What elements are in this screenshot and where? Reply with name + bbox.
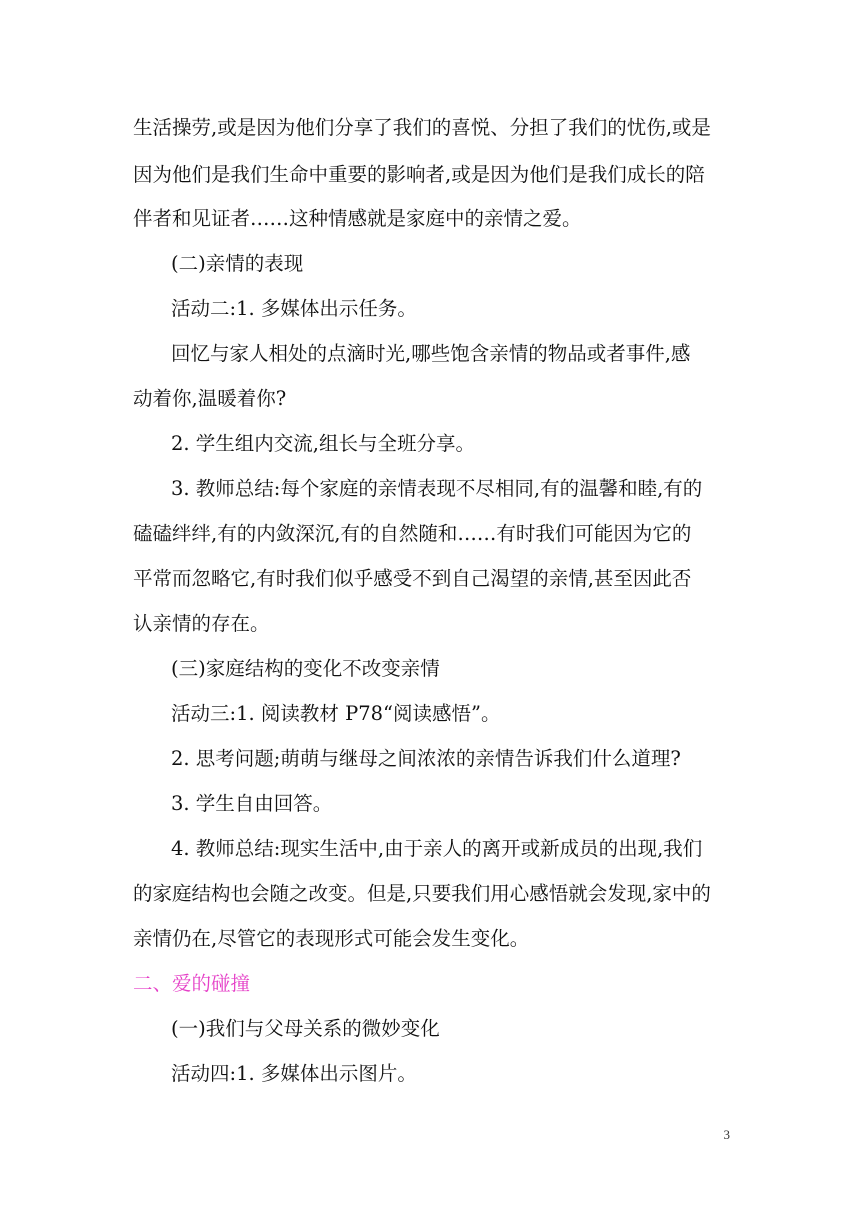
major-heading: 二、爱的碰撞	[133, 972, 251, 995]
paragraph-line: 3. 学生自由回答。	[171, 792, 333, 815]
paragraph-line: 亲情仍在,尽管它的表现形式可能会发生变化。	[133, 927, 530, 950]
paragraph-line: 活动四:1. 多媒体出示图片。	[171, 1062, 417, 1085]
paragraph-line: 因为他们是我们生命中重要的影响者,或是因为他们是我们成长的陪	[133, 163, 705, 186]
paragraph-line: 伴者和见证者……这种情感就是家庭中的亲情之爱。	[133, 207, 582, 230]
paragraph-line: 4. 教师总结:现实生活中,由于亲人的离开或新成员的出现,我们	[171, 837, 703, 860]
paragraph-line: 动着你,温暖着你?	[133, 387, 287, 410]
paragraph-line: 活动二:1. 多媒体出示任务。	[171, 297, 417, 320]
section-heading: (三)家庭结构的变化不改变亲情	[171, 657, 440, 680]
paragraph-line: 认亲情的存在。	[133, 612, 270, 635]
paragraph-line: 回忆与家人相处的点滴时光,哪些饱含亲情的物品或者事件,感	[171, 342, 691, 365]
paragraph-line: 活动三:1. 阅读教材 P78“阅读感悟”。	[171, 702, 501, 725]
page-number: 3	[723, 1127, 730, 1142]
section-heading: (一)我们与父母关系的微妙变化	[171, 1017, 440, 1040]
paragraph-line: 3. 教师总结:每个家庭的亲情表现不尽相同,有的温馨和睦,有的	[171, 477, 703, 500]
paragraph-line: 平常而忽略它,有时我们似乎感受不到自己渴望的亲情,甚至因此否	[133, 567, 692, 590]
paragraph-line: 的家庭结构也会随之改变。但是,只要我们用心感悟就会发现,家中的	[133, 882, 711, 905]
paragraph-line: 2. 学生组内交流,组长与全班分享。	[171, 432, 476, 455]
section-heading: (二)亲情的表现	[171, 252, 304, 275]
paragraph-line: 生活操劳,或是因为他们分享了我们的喜悦、分担了我们的忧伤,或是	[133, 116, 711, 139]
paragraph-line: 磕磕绊绊,有的内敛深沉,有的自然随和……有时我们可能因为它的	[133, 522, 692, 545]
paragraph-line: 2. 思考问题;萌萌与继母之间浓浓的亲情告诉我们什么道理?	[171, 747, 681, 770]
